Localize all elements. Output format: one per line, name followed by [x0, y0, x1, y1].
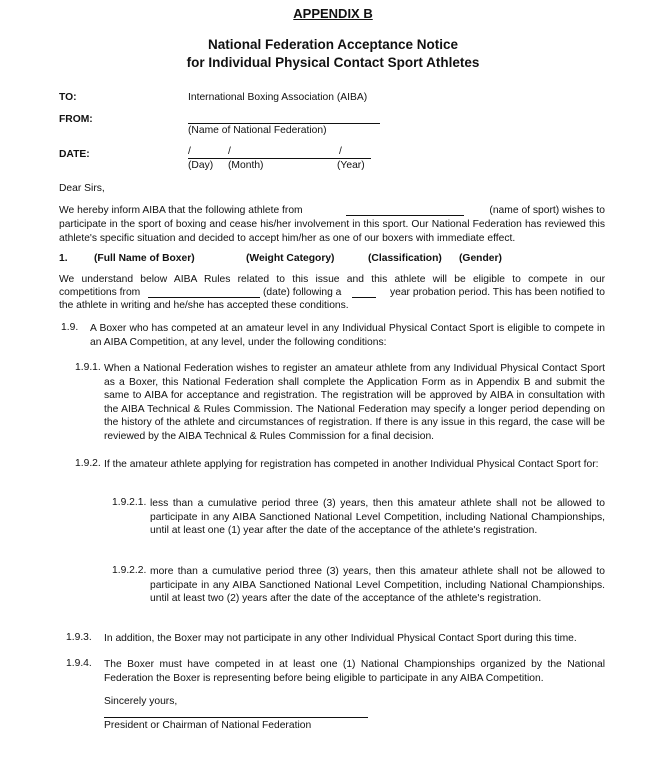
document-title-line2: for Individual Physical Contact Sport Athletes [186, 55, 480, 70]
intro-text-b: (name of sport) wishes to [489, 205, 605, 216]
rule-1-9-2-1-text: less than a cumulative period three (3) years, then this amateur athlete shall not be allowed to participate in any AIBA Sanctioned National Level Competition, including National Championships, until at least one (1) year after the date of the acceptance of the athlete's registration. [150, 498, 605, 537]
document-title-line1: National Federation Acceptance Notice [207, 37, 459, 52]
to-label: TO: [59, 92, 77, 103]
rules-intro-line3: the athlete in writing and he/she has accepted these conditions. [59, 300, 349, 311]
row-number: 1. [59, 253, 68, 264]
sport-name-line[interactable] [346, 215, 464, 216]
date-slash-3: / [339, 146, 342, 157]
signature-label: President or Chairman of National Federation [104, 720, 312, 731]
intro-paragraph: participate in the sport of boxing and cease his/her involvement in this sport. Our National Federation has reviewed this athlete's specific situation and decided to accept him/her as one of our boxers with immediate effect. [59, 219, 605, 244]
rules-text-c: year probation period. This has been notified to [389, 287, 605, 298]
date-label: DATE: [59, 149, 90, 160]
eligibility-date-line[interactable] [148, 297, 260, 298]
from-label: FROM: [59, 114, 93, 125]
month-hint: (Month) [228, 160, 264, 171]
intro-text-a: We hereby inform AIBA that the following athlete from [59, 205, 303, 216]
rule-1-9-2-1-number: 1.9.2.1. [112, 497, 147, 508]
to-value: International Boxing Association (AIBA) [188, 92, 368, 103]
date-slash-1: / [188, 146, 191, 157]
rule-1-9-1-number: 1.9.1. [75, 362, 101, 373]
rules-text-a: competitions from [59, 287, 141, 298]
rules-intro-line1: We understand below AIBA Rules related to this issue and this athlete will be eligible to compete in our [59, 274, 605, 285]
date-slash-2: / [228, 146, 231, 157]
rule-1-9-4-number: 1.9.4. [66, 658, 92, 669]
rule-1-9-4-text: The Boxer must have competed in at least one (1) National Championships organized by the National Federation the Boxer is representing before being eligible to participate in any AIBA Competition. [104, 659, 605, 684]
rule-1-9-text: A Boxer who has competed at an amateur level in any Individual Physical Contact Sport is eligible to compete in an AIBA Competition, at any level, under the following conditions: [90, 323, 605, 348]
probation-period-line[interactable] [352, 297, 376, 298]
column-full-name: (Full Name of Boxer) [94, 253, 195, 264]
from-hint: (Name of National Federation) [188, 125, 327, 136]
rules-text-b: (date) following a [263, 287, 342, 298]
rule-1-9-3-number: 1.9.3. [66, 632, 92, 643]
column-classification: (Classification) [368, 253, 442, 264]
column-gender: (Gender) [459, 253, 502, 264]
column-weight-category: (Weight Category) [246, 253, 335, 264]
rule-1-9-2-2-number: 1.9.2.2. [112, 565, 147, 576]
year-hint: (Year) [337, 160, 365, 171]
rule-1-9-2-text: If the amateur athlete applying for registration has competed in another Individual Physical Contact Sport for: [104, 459, 599, 470]
rule-1-9-number: 1.9. [61, 322, 79, 333]
rule-1-9-3-text: In addition, the Boxer may not participate in any other Individual Physical Contact Sport during this time. [104, 633, 577, 644]
rule-1-9-2-number: 1.9.2. [75, 458, 101, 469]
rule-1-9-1-text: When a National Federation wishes to register an amateur athlete from any Individual Physical Contact Sport as a Boxer, this National Federation shall complete the Application Form as in Appendix B and submit the same to AIBA for acceptance and registration. The registration will be approved by AIBA in consultation with the AIBA Technical & Rules Commission. The National Federation may specify a longer period depending on the history of the athlete and circumstances of registration. If there is any issue in this regard, the case will be reviewed by the AIBA Technical & Rules Commission for a final decision. [104, 363, 605, 442]
from-signature-line[interactable] [188, 123, 380, 124]
date-field-line[interactable] [188, 158, 371, 159]
day-hint: (Day) [188, 160, 214, 171]
rule-1-9-2-2-text: more than a cumulative period three (3) years, then this amateur athlete shall not be allowed to participate in any AIBA Sanctioned National Level Competition, including National Championships. until at least two (2) years after the date of the acceptance of the athlete's registration. [150, 566, 605, 605]
signature-line[interactable] [104, 717, 368, 718]
greeting: Dear Sirs, [59, 183, 105, 194]
sincerely: Sincerely yours, [104, 696, 178, 707]
appendix-heading: APPENDIX B [293, 6, 373, 21]
